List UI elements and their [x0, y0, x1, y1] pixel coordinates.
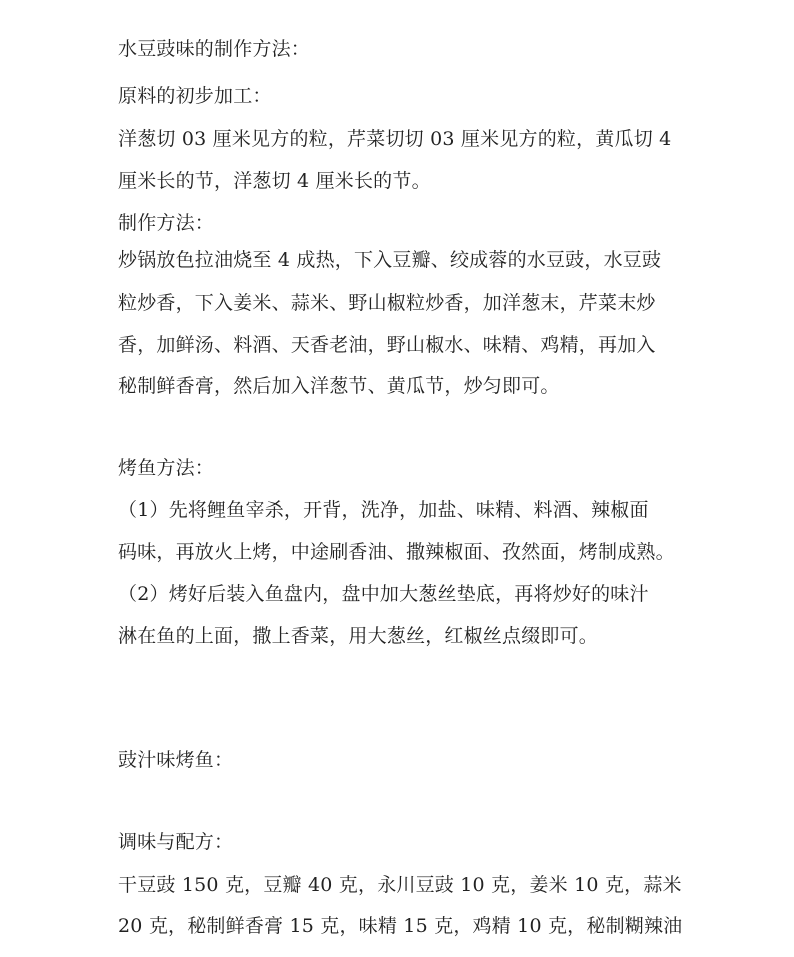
text-line: 淋在鱼的上面，撒上香菜，用大葱丝，红椒丝点缀即可。: [118, 625, 599, 647]
text-line: 厘米长的节，洋葱切 4 厘米长的节。: [118, 170, 431, 192]
heading-shuidouchi-method: 水豆豉味的制作方法：: [118, 38, 311, 60]
text-line: （1）先将鲤鱼宰杀，开背，洗净，加盐、味精、料酒、辣椒面: [118, 499, 649, 521]
text-line: （2）烤好后装入鱼盘内，盘中加大葱丝垫底，再将炒好的味汁: [118, 583, 649, 605]
text-line: 洋葱切 03 厘米见方的粒，芹菜切切 03 厘米见方的粒，黄瓜切 4: [118, 128, 672, 150]
text-line: 干豆豉 150 克，豆瓣 40 克，永川豆豉 10 克，姜米 10 克，蒜米: [118, 874, 682, 896]
text-line: 码味，再放火上烤，中途刷香油、撒辣椒面、孜然面，烤制成熟。: [118, 541, 675, 563]
heading-seasoning-recipe: 调味与配方：: [118, 831, 234, 853]
heading-grilled-fish-method: 烤鱼方法：: [118, 457, 215, 479]
text-line: 20 克，秘制鲜香膏 15 克，味精 15 克，鸡精 10 克，秘制糊辣油: [118, 915, 683, 937]
text-line: 粒炒香，下入姜米、蒜米、野山椒粒炒香，加洋葱末，芹菜末炒: [118, 292, 656, 314]
heading-douzhi-grilled-fish: 豉汁味烤鱼：: [118, 749, 234, 771]
text-line: 炒锅放色拉油烧至 4 成热，下入豆瓣、绞成蓉的水豆豉，水豆豉: [118, 249, 662, 271]
text-line: 秘制鲜香膏，然后加入洋葱节、黄瓜节，炒匀即可。: [118, 375, 560, 397]
heading-ingredient-prep: 原料的初步加工：: [118, 85, 272, 107]
heading-making-method: 制作方法：: [118, 212, 215, 234]
text-line: 香，加鲜汤、料酒、天香老油，野山椒水、味精、鸡精，再加入: [118, 334, 656, 356]
